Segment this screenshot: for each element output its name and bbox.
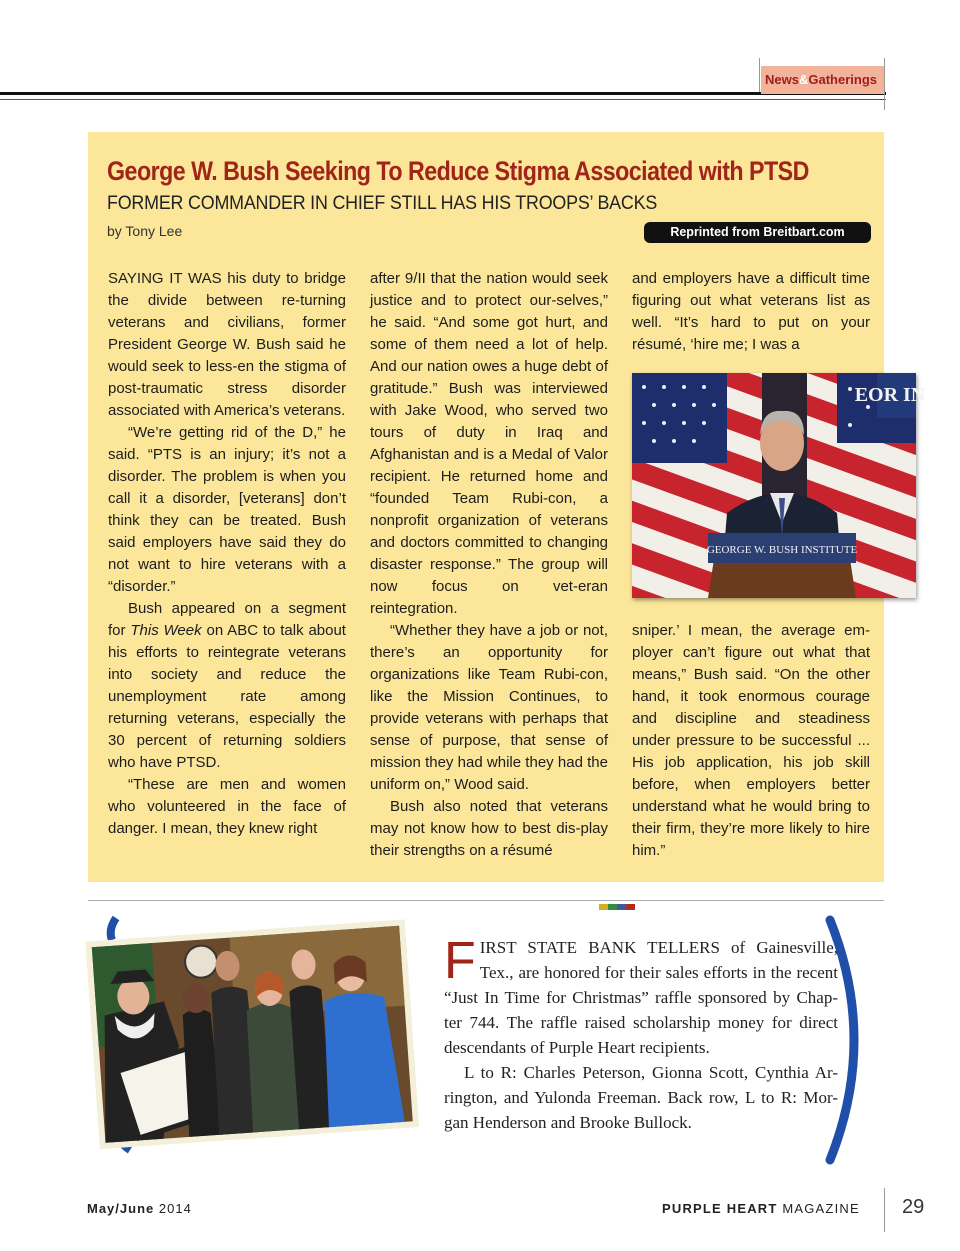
article-paragraph: Bush appeared on a segment for This Week on ABC to talk about his efforts to reintegrate veterans into society and reduce the unemployment rate among returning veterans, especially the 30 percent of returning soldiers who have PTSD. xyxy=(108,600,346,771)
bank-tellers-story xyxy=(444,932,838,1135)
story-paragraph: IRST STATE BANK TELLERS of Gainesville, Tex., are honored for their sales efforts in the recent “Just In Time for Christmas” raffle sponsored by Chap-ter 744. The raffle raised scholarship money for direct descendants of Purple Heart recipients. xyxy=(444,938,838,1057)
section-tab-label-b: Gatherings xyxy=(808,72,877,87)
article-paragraph: after 9/II that the nation would seek justice and to protect our-selves,” he said. “And some got hurt, and some of them need a lot of help. And our nation owes a huge debt of gratitude.” Bush was interviewed with Jake Wood, who served two tours of duty in Iraq and Afghanistan and is a Medal of Valor recipient. He returned home and “founded Team Rubi-con, a nonprofit organization of veterans and doctors committed to changing disaster response.” The group will now focus on vet-eran reintegration. xyxy=(370,270,608,617)
institute-sign-text: GEORGE W. BUSH INSTITUTE xyxy=(706,544,858,556)
article-paragraph: “Whether they have a job or not, there’s an opportunity for organizations like Team Rubi-con, like the Mission Continues, to provide veterans with perhaps that sense of purpose, that sense of mission they had while they had the uniform on,” Wood said. xyxy=(370,622,608,793)
bank-tellers-photo xyxy=(86,910,426,1150)
article-paragraph: Bush also noted that veterans may not know how to best dis-play their strengths on a résumé xyxy=(370,798,608,859)
footer-divider xyxy=(884,1188,885,1232)
article-byline: by Tony Lee xyxy=(107,223,183,239)
header-rule-thin xyxy=(0,99,886,100)
bush-podium-photo xyxy=(632,373,926,598)
article-column-3-top xyxy=(632,268,870,356)
article-paragraph: SAYING IT WAS his duty to bridge the divide between re-turning veterans and civilians, former President George W. Bush said he would seek to less-en the stigma of post-traumatic stress disorder associated with America’s veterans. xyxy=(108,270,346,419)
article-paragraph: “We’re getting rid of the D,” he said. “PTS is an injury; it’s not a disorder. The problem is when you call it a disorder, [veterans] don’t think they can be treated. Bush said employers have said they do not want to hire veterans with a “disorder.” xyxy=(108,424,346,595)
footer-issue-year: 2014 xyxy=(158,1201,192,1216)
article-title: George W. Bush Seeking To Reduce Stigma Associated with PTSD xyxy=(107,156,809,186)
page-number: 29 xyxy=(902,1196,925,1218)
section-tab-label-a: News xyxy=(765,72,799,87)
article-subtitle: FORMER COMMANDER IN CHIEF STILL HAS HIS TROOPS’ BACKS xyxy=(107,193,658,214)
header-rule xyxy=(0,92,886,95)
footer-magazine-name: PURPLE HEART xyxy=(662,1201,778,1216)
header-tab-divider-right xyxy=(884,58,885,110)
footer-issue-month: May/June xyxy=(87,1201,155,1216)
drop-cap: F xyxy=(444,932,476,990)
section-tab xyxy=(761,66,884,94)
article-column-2 xyxy=(370,268,608,862)
section-tab-amp: & xyxy=(798,72,809,87)
section-separator xyxy=(88,900,884,901)
blue-parenthesis-decoration xyxy=(820,915,880,1165)
article-column-3-bottom xyxy=(632,620,870,862)
footer-magazine-word: MAGAZINE xyxy=(782,1201,860,1216)
article-column-1 xyxy=(108,268,346,840)
footer-issue xyxy=(87,1201,192,1216)
article-paragraph: and employers have a difficult time figuring out what veterans list as well. “It’s hard to put on your résumé, ‘hire me; I was a xyxy=(632,270,870,353)
article-paragraph: “These are men and women who volunteered in the face of danger. I mean, they knew right xyxy=(108,776,346,837)
footer-magazine xyxy=(662,1201,860,1216)
reprint-badge: Reprinted from Breitbart.com xyxy=(644,222,871,243)
banner-text: EOR IN xyxy=(854,384,926,406)
photo-caption: L to R: Charles Peterson, Gionna Scott, Cynthia Ar-rington, and Yulonda Freeman. Back row, L to R: Mor-gan Henderson and Brooke Bullock. xyxy=(444,1063,838,1132)
separator-color-mark xyxy=(599,897,637,903)
header-tab-divider xyxy=(759,58,760,92)
article-paragraph: sniper.’ I mean, the average em-ployer can’t figure out what that means,” Bush said. “On the other hand, it took enormous courage and discipline and steadiness under pressure to be successful ... His job application, his job skill before, when employers better understand what he would bring to their firm, they’re more likely to hire him.” xyxy=(632,622,870,859)
